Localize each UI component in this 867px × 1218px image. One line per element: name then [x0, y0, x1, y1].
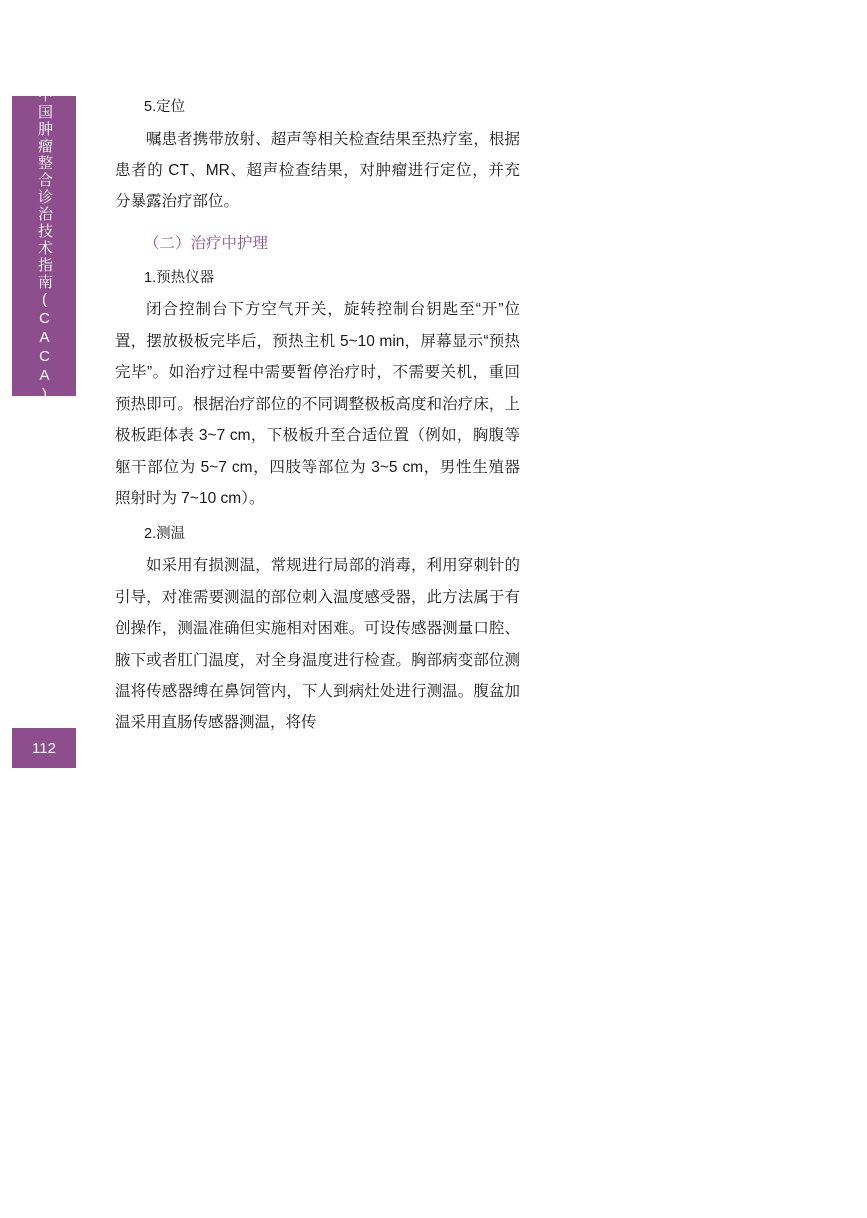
paragraph-dingwei: 嘱患者携带放射、超声等相关检查结果至热疗室，根据患者的 CT、MR、超声检查结果，对肿瘤进行定位，并充分暴露治疗部位。 — [115, 130, 520, 211]
heading-5-dingwei: 5.定位 — [144, 99, 186, 115]
heading-1-yureyiqi: 1.预热仪器 — [144, 269, 215, 286]
heading-section-zhiliaozhonghuli: （二）治疗中护理 — [144, 234, 269, 252]
side-tab-title-text: 中国肿瘤整合诊治技术指南(CACA) — [36, 87, 53, 405]
paragraph-yureyiqi: 闭合控制台下方空气开关，旋转控制台钥匙至“开”位置，摆放极板完毕后，预热主机 5~10 min，屏幕显示“预热完毕”。如治疗过程中需要暂停治疗时，不需要关机，重回预热即可。根据治疗部位的不同调整极板高度和治疗床，上极板距体表 3~7 cm，下极板升至合适位置（例如，胸腹等躯干部位为 5~7 cm，四肢等部位为 3~5 cm，男性生殖器照射时为 7~10 cm）。 — [115, 301, 520, 508]
page-number-text: 112 — [32, 739, 56, 757]
heading-2-cewen: 2.测温 — [144, 525, 186, 542]
side-tab-book-title — [12, 87, 76, 405]
page-content — [115, 88, 520, 741]
page-number-badge — [12, 728, 76, 768]
paragraph-cewen: 如采用有损测温，常规进行局部的消毒，利用穿刺针的引导，对准需要测温的部位刺入温度感受器，此方法属于有创操作，测温准确但实施相对困难。可设传感器测量口腔、腋下或者肛门温度，对全身温度进行检查。胸部病变部位测温将传感器缚在鼻饲管内，下人到病灶处进行测温。腹盆加温采用直肠传感器测温，将传 — [115, 557, 520, 732]
